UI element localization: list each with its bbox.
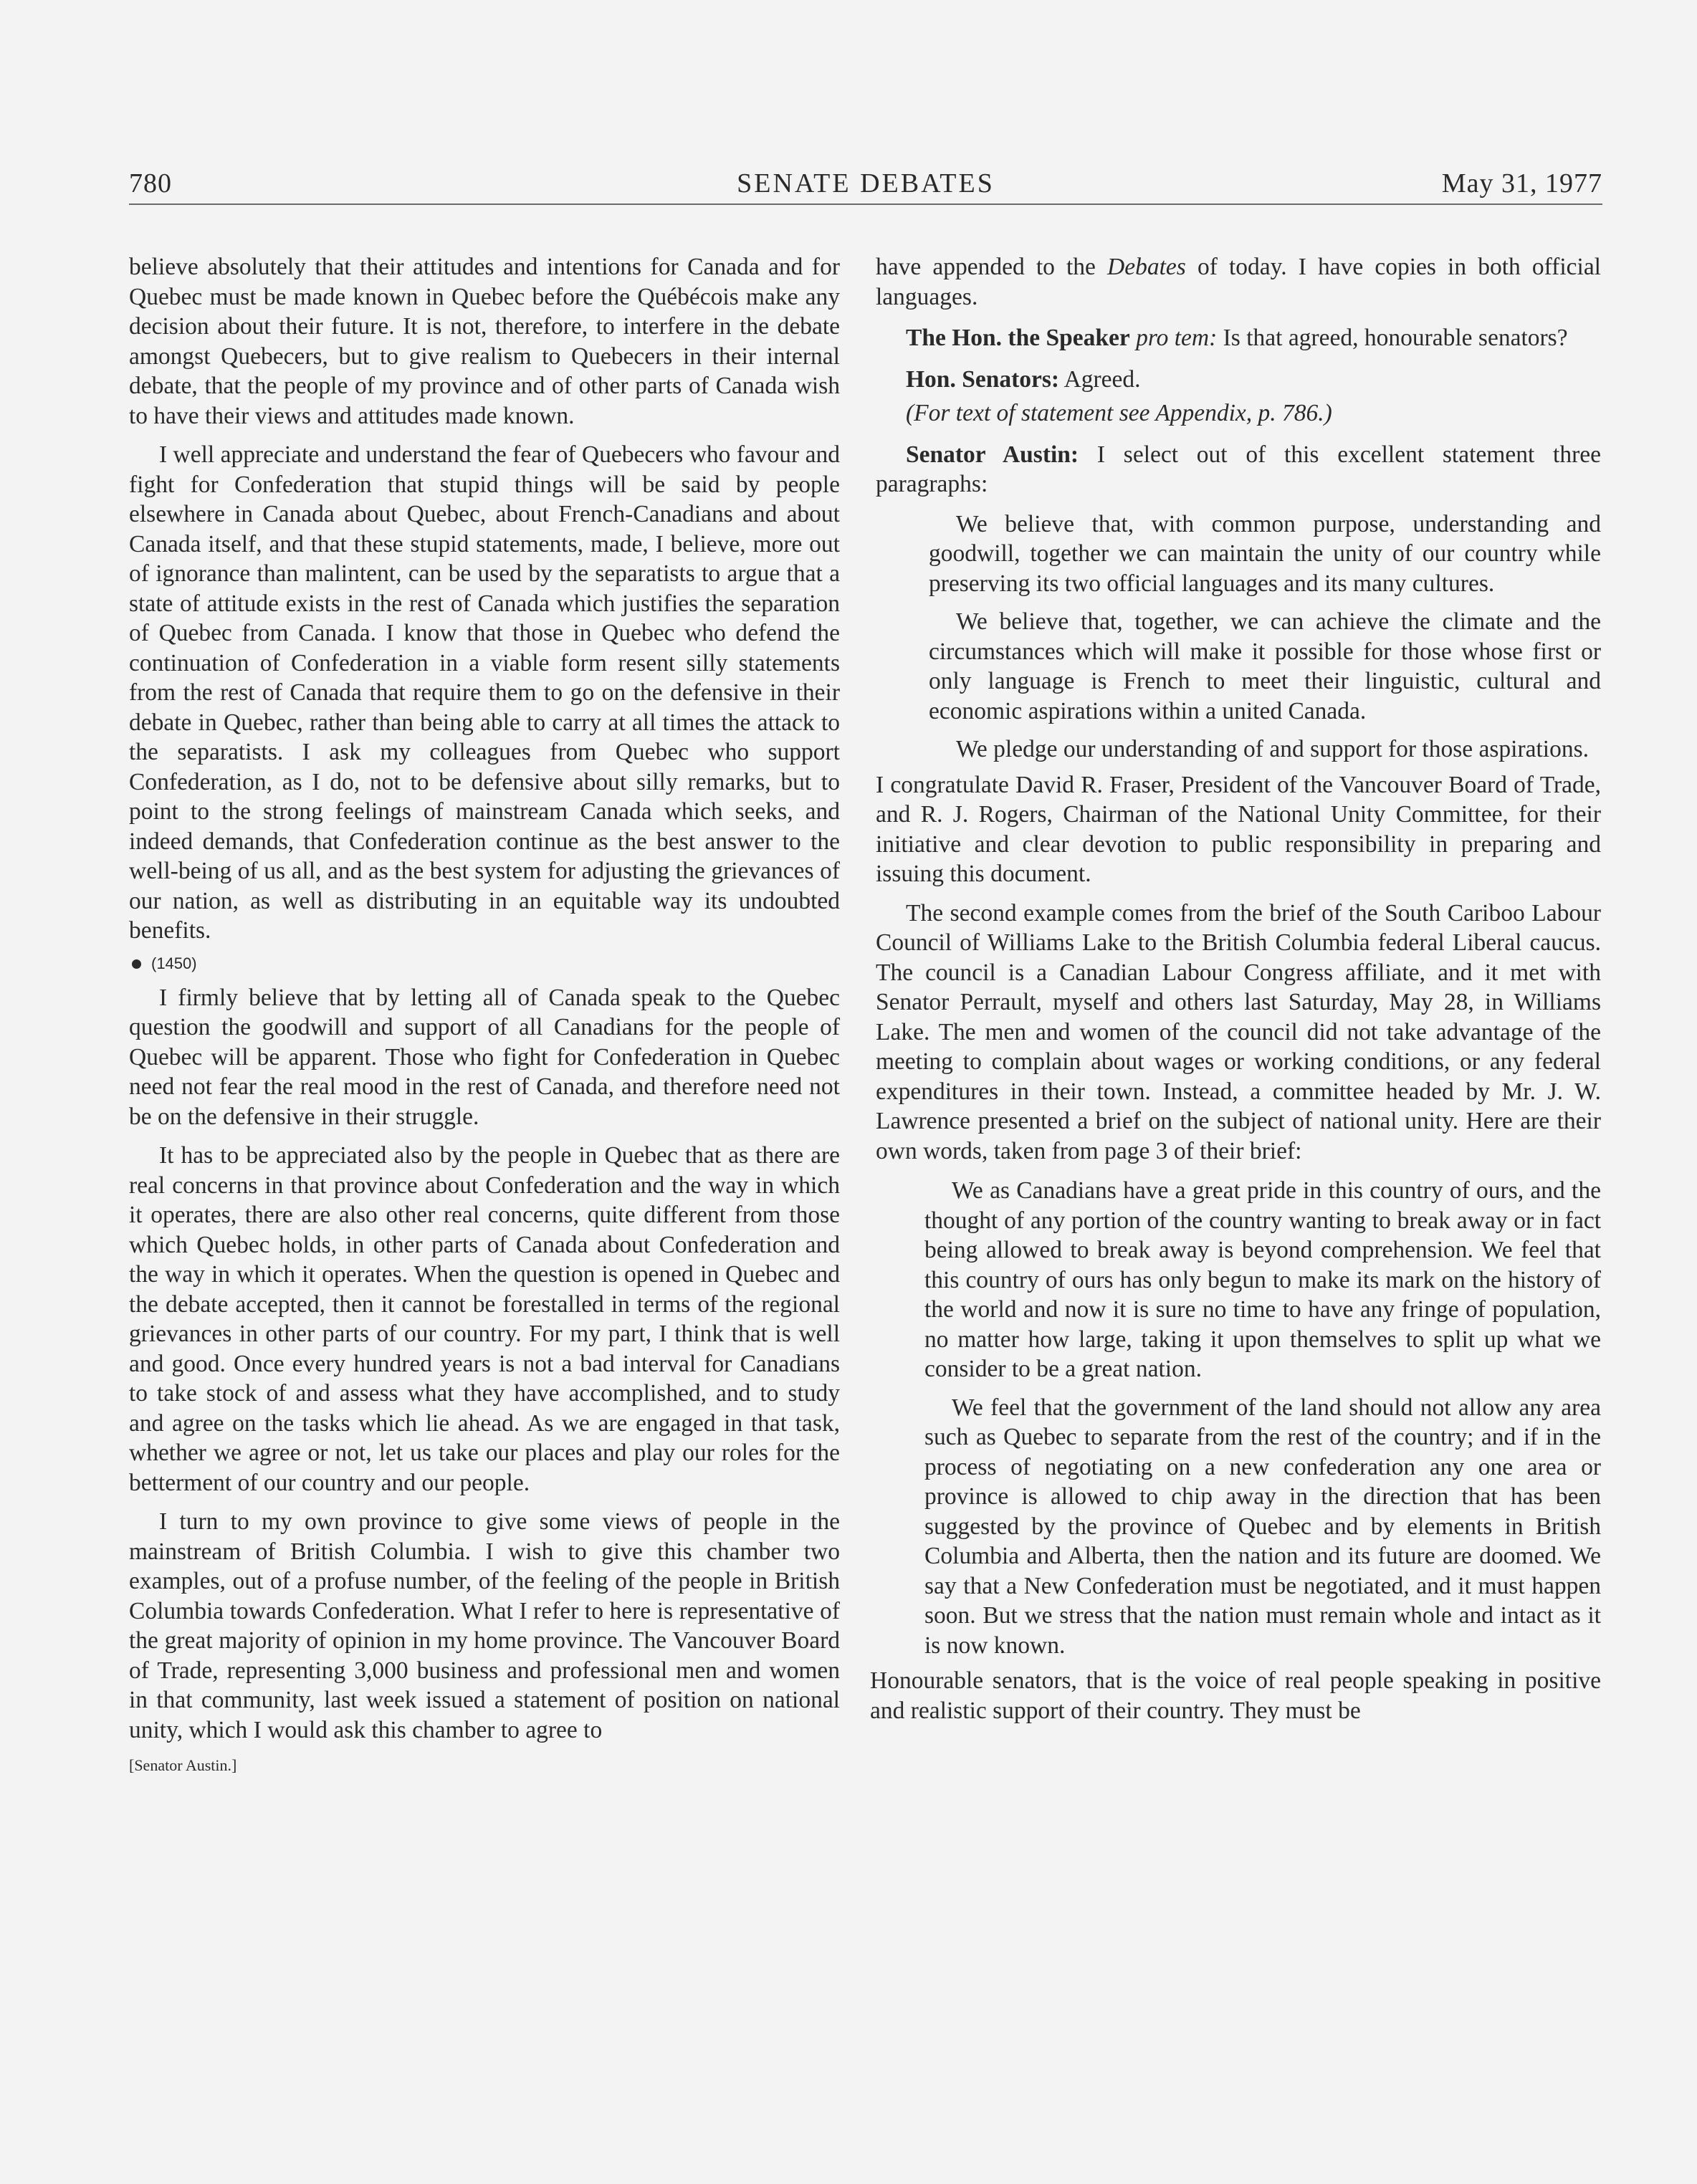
paragraph: It has to be appreciated also by the people in Quebec that as there are real concerns in that province about Confederation and the way in which it operates, there are also other real concerns, quite different from those which Quebec holds, in other parts of Canada about Confederation and the way in which it operates. When the question is opened in Quebec and the debate accepted, then it cannot be forestalled in terms of the regional grievances in other parts of our country. For my part, I think that is well and good. Once every hundred years is not a bad interval for Canadians to take stock of and assess what they have accomplished, and to study and agree on the tasks which lie ahead. As we are engaged in that task, whether we agree or not, let us take our places and play our roles for the betterment of our country and our people. (129, 1142, 840, 1496)
appendix-note: (For text of statement see Appendix, p. 786.) (906, 400, 1332, 426)
time-marker (132, 953, 840, 974)
block-quote: We pledge our understanding of and support for those aspirations. (956, 736, 1589, 762)
paragraph: I firmly believe that by letting all of Canada speak to the Quebec question the goodwill and support of all Canadians for the people of Quebec will be apparent. Those who fight for Confederation in Quebec need not fear the real mood in the rest of Canada, and therefore need not be on the defensive in their struggle. (129, 984, 840, 1130)
block-quote: We believe that, with common purpose, understanding and goodwill, together we can maintain the unity of our country while preserving its two official languages and its many cultures. (929, 510, 1601, 597)
left-column (129, 252, 840, 1776)
speaker-text: Agreed. (1059, 365, 1141, 393)
speaker-paragraph (876, 440, 1601, 499)
paragraph: Honourable senators, that is the voice of real people speaking in positive and realistic support of their country. They must be (870, 1667, 1601, 1724)
bullet-icon (132, 959, 141, 969)
time-marker-text: (1450) (151, 954, 197, 972)
speaker-name: The Hon. the Speaker (906, 325, 1130, 351)
speaker-text: I select out of this excellent statement three paragraphs: (876, 441, 1601, 497)
paragraph: I turn to my own province to give some views of people in the mainstream of British Columbia. I wish to give this chamber two examples, out of a profuse number, of the feeling of the people in British Columbia towards Confederation. What I refer to here is representative of the great majority of opinion in my home province. The Vancouver Board of Trade, representing 3,000 business and professional men and women in that community, last week issued a statement of position on national unity, which I would ask this chamber to agree to (129, 1508, 840, 1743)
page-header (129, 166, 1602, 205)
publication-title: SENATE DEBATES (737, 168, 995, 198)
speaker-paragraph (876, 323, 1601, 353)
block-quote: We feel that the government of the land should not allow any area such as Quebec to separate from the rest of the country; and if in the process of negotiating on a new confederation any one area or province is allowed to chip away in the direction that has been suggested by the province of Quebec and by elements in British Columbia and Alberta, then the nation and its future are doomed. We say that a New Confederation must be negotiated, and it must happen soon. But we stress that the nation must remain whole and intact as it is now known. (924, 1394, 1601, 1659)
speaker-paragraph (876, 365, 1601, 395)
paragraph: I congratulate David R. Fraser, President of the Vancouver Board of Trade, and R. J. Rogers, Chairman of the National Unity Committee, for their initiative and clear devotion to public responsibility in preparing and issuing this document. (876, 771, 1601, 887)
paragraph: The second example comes from the brief of the South Cariboo Labour Council of Williams Lake to the British Columbia federal Liberal caucus. The council is a Canadian Labour Congress affiliate, and it met with Senator Perrault, myself and others last Saturday, May 28, in Williams Lake. The men and women of the council did not take advantage of the meeting to complain about wages or working conditions, or any federal expenditures in their town. Instead, a committee headed by Mr. J. W. Lawrence presented a brief on the subject of national unity. Here are their own words, taken from page 3 of their brief: (876, 899, 1601, 1164)
speaker-name: Hon. Senators: (906, 365, 1060, 393)
right-column (870, 252, 1601, 1725)
page-number: 780 (129, 168, 172, 198)
paragraph (876, 252, 1601, 312)
paragraph: I well appreciate and understand the fear of Quebecers who favour and fight for Confederation that stupid things will be said by people elsewhere in Canada about Quebec, about French-Canadians and about Canada itself, and that these stupid statements, made, I believe, more out of ignorance than malintent, can be used by the separatists to argue that a state of attitude exists in the rest of Canada which justifies the separation of Quebec from Canada. I know that those in Quebec who defend the continuation of Confederation in a viable form resent silly statements from the rest of Canada that require them to go on the defensive in their debate in Quebec, rather than being able to carry at all times the attack to the separatists. I ask my colleagues from Quebec who support Confederation, as I do, not to be defensive about silly remarks, but to point to the strong feelings of mainstream Canada which seeks, and indeed demands, that Confederation continue as the best answer to the well-being of us all, and as the best system for adjusting the grievances of our nation, as well as distributing in an equitable way its undoubted benefits. (129, 441, 840, 944)
text-run: have appended to the (876, 254, 1108, 280)
speaker-role: pro tem: (1136, 325, 1218, 351)
speaker-text: Is that agreed, honourable senators? (1217, 325, 1568, 351)
block-quote: We believe that, together, we can achieve the climate and the circumstances which will make it possible for those whose first or only language is French to meet their linguistic, cultural and economic aspirations within a united Canada. (929, 608, 1601, 724)
italic-text: Debates (1107, 254, 1186, 280)
paragraph: believe absolutely that their attitudes and intentions for Canada and for Quebec must be made known in Quebec before the Québécois make any decision about their future. It is not, therefore, to interfere in the debate amongst Quebecers, but to give realism to Quebecers in their internal debate, that the people of my province and of other parts of Canada wish to have their views and attitudes made known. (129, 254, 840, 429)
block-quote: We as Canadians have a great pride in this country of ours, and the thought of any portion of the country wanting to break away or in fact being allowed to break away is beyond comprehension. We feel that this country of ours has only begun to make its mark on the history of the world and now it is sure no time to have any fringe of population, no matter how large, taking it upon themselves to split up what we consider to be a great nation. (924, 1177, 1601, 1382)
speaker-name: Senator Austin: (906, 441, 1079, 468)
speaker-attribution: [Senator Austin.] (129, 1756, 237, 1774)
page-date: May 31, 1977 (1441, 168, 1602, 198)
text-run: of today. I have copies in both official languages. (876, 254, 1601, 310)
